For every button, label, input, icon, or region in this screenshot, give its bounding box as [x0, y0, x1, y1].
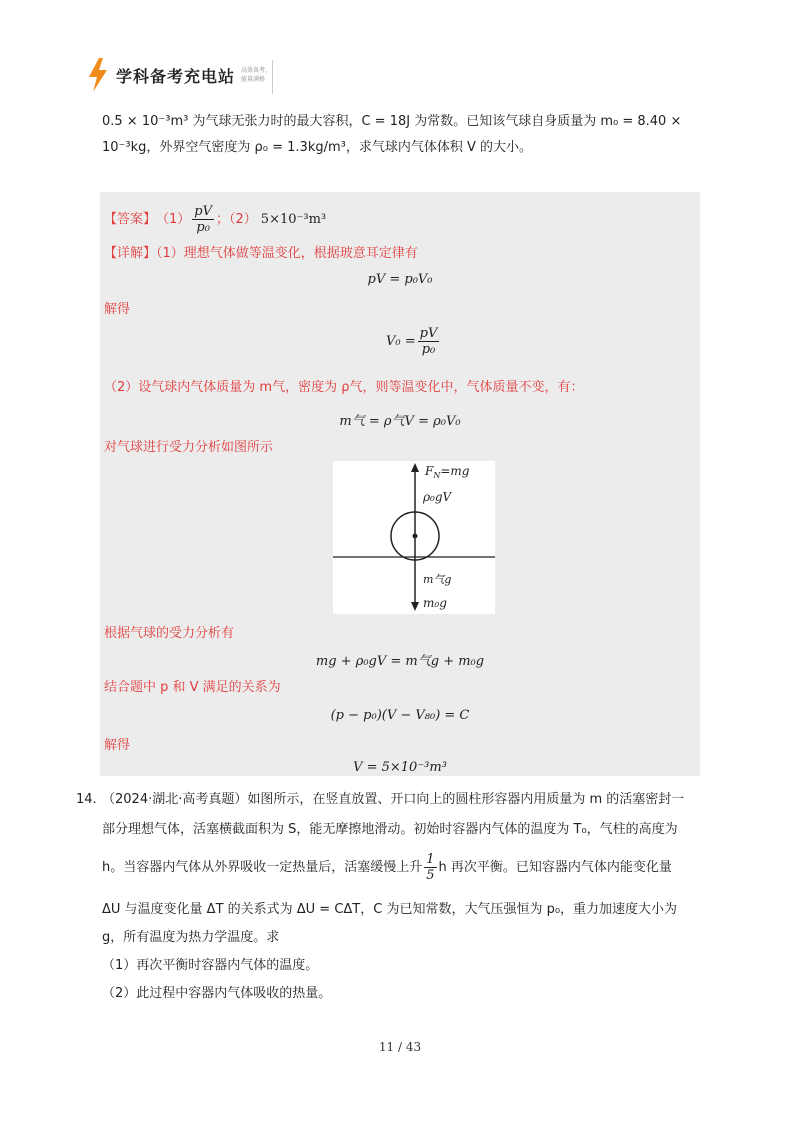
intro-line-1: 0.5 × 10⁻³m³ 为气球无张力时的最大容积，C = 18J 为常数。已知该气球自身质量为 m₀ = 8.40 ×	[102, 114, 682, 129]
header-divider	[272, 60, 273, 94]
question-frac-den: 5	[426, 868, 435, 883]
question-line-5: g，所有温度为热力学温度。求	[102, 930, 280, 945]
logo-text: 学科备考充电站	[116, 66, 236, 86]
question-line-1: （2024·湖北·高考真题）如图所示，在竖直放置、开口向上的圆柱形容器内用质量为 m 的活塞密封一	[102, 792, 685, 807]
header-logo	[86, 58, 275, 92]
logo-slogan: 高效备考，能量满格	[241, 67, 272, 83]
eq2-num: pV	[419, 326, 438, 341]
answer-fraction-1	[192, 204, 214, 235]
question-frac-num: 1	[426, 852, 435, 867]
label-balloon-weight: m₀g	[423, 596, 447, 610]
intro-line-2: 10⁻³kg，外界空气密度为 ρ₀ = 1.3kg/m³，求气球内气体体积 V 的大小。	[102, 140, 533, 155]
force-diagram	[333, 461, 495, 614]
equation-5: (p − p₀)(V − V₈₀) = C	[330, 708, 470, 723]
question-line-2: 部分理想气体，活塞横截面积为 S，能无摩擦地滑动。初始时容器内气体的温度为 T₀，气柱的高度为	[102, 822, 678, 837]
label-normal-force: $F_N=mg$	[425, 464, 470, 480]
eq2-fraction	[418, 326, 440, 357]
solve-label-2: 解得	[104, 738, 131, 753]
answer-part2-value: 5×10⁻³m³	[260, 211, 327, 227]
equation-2	[386, 326, 441, 357]
question-number: 14.	[76, 792, 97, 807]
detail-line-2: （2）设气球内气体质量为 m气，密度为 ρ气，则等温变化中，气体质量不变，有：	[104, 380, 584, 395]
force-basis: 根据气球的受力分析有	[104, 626, 235, 641]
question-sub-1: （1）再次平衡时容器内气体的温度。	[102, 958, 319, 973]
answer-part1: （1）	[156, 211, 191, 227]
question-line-4: ΔU 与温度变化量 ΔT 的关系式为 ΔU = CΔT，C 为已知常数，大气压强恒为 p₀，重力加速度大小为	[102, 902, 678, 917]
force-intro: 对气球进行受力分析如图所示	[104, 440, 274, 455]
solve-label-1: 解得	[104, 302, 131, 317]
equation-3: m气 = ρ气V = ρ₀V₀	[339, 414, 461, 429]
eq2-left: V₀ =	[386, 334, 416, 349]
label-gas-weight: m气g	[423, 573, 452, 586]
question-line-3a: h。当容器内气体从外界吸收一定热量后，活塞缓慢上升	[102, 859, 423, 875]
equation-1: pV = p₀V₀	[367, 272, 433, 287]
answer-frac1-num: pV	[194, 204, 213, 219]
label-buoyancy: ρ₀gV	[423, 490, 452, 504]
answer-frac1-den: p₀	[196, 220, 210, 235]
page-number: 11 / 43	[378, 1040, 422, 1054]
equation-4: mg + ρ₀gV = m气g + m₀g	[315, 654, 485, 669]
relation-intro: 结合题中 p 和 V 满足的关系为	[104, 680, 281, 695]
question-sub-2: （2）此过程中容器内气体吸收的热量。	[102, 986, 332, 1001]
eq2-den: p₀	[421, 342, 436, 357]
detail-line-1	[104, 244, 418, 264]
lightning-bolt-icon	[86, 58, 110, 92]
question-fraction	[424, 852, 436, 883]
detail-text-1: （1）理想气体做等温变化，根据玻意耳定律有	[156, 246, 418, 261]
question-line-3	[102, 852, 672, 883]
answer-line	[104, 204, 326, 235]
question-line-3b: h 再次平衡。已知容器内气体内能变化量	[438, 859, 672, 875]
answer-sep: ；（2）	[216, 211, 257, 227]
equation-6: V = 5×10⁻³m³	[353, 760, 447, 775]
answer-label: 【答案】	[104, 211, 157, 227]
detail-label: 【详解】	[104, 246, 157, 261]
